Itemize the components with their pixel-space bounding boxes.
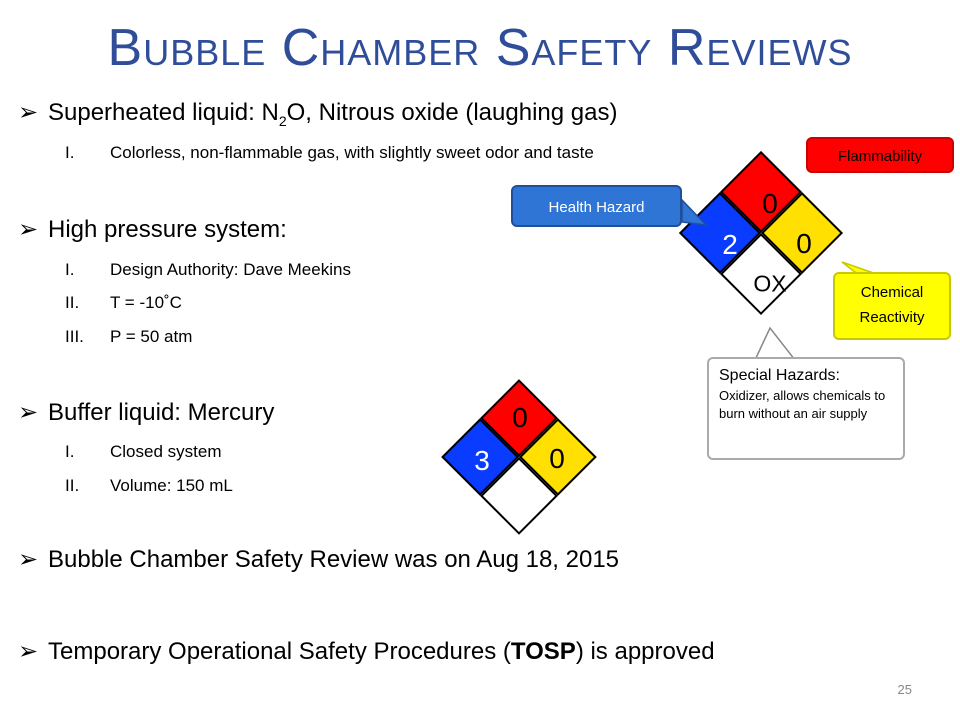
arrow-bullet-icon: ➢ [18,216,39,243]
bullet-high-pressure: ➢ High pressure system: [18,216,287,243]
special-rating: OX [753,270,787,297]
fire-rating: 0 [762,188,778,219]
special-hazards-text: Oxidizer, allows chemicals to burn without an air supply [719,388,886,421]
arrow-bullet-icon: ➢ [18,99,39,126]
sub-item: I. Closed system [65,442,222,461]
health-rating: 3 [474,445,490,476]
flammability-callout: Flammability [806,137,954,173]
arrow-bullet-icon: ➢ [18,399,39,426]
sub-item: III. P = 50 atm [65,327,193,346]
bullet-tosp: ➢ Temporary Operational Safety Procedures (TOSP) is approved [18,638,715,665]
page-number: 25 [897,682,912,697]
arrow-bullet-icon: ➢ [18,638,39,665]
health-rating: 2 [722,229,738,260]
chemical-reactivity-callout: Chemical Reactivity [833,272,951,340]
bullet-superheated-liquid: ➢ Superheated liquid: $N_2O$, Nitrous oxide (laughing gas) [18,99,618,129]
special-pointer [755,328,795,360]
reactivity-rating: 0 [549,443,565,474]
sub-item: I. Design Authority: Dave Meekins [65,260,351,279]
bullet-buffer-liquid: ➢ Buffer liquid: Mercury [18,399,275,426]
page-title: Bubble Chamber Safety Reviews [107,19,853,77]
sub-item: II. Volume: 150 mL [65,476,233,495]
special-hazards-title: Special Hazards: [719,367,840,384]
bullet-safety-review: ➢ Bubble Chamber Safety Review was on Aug 18, 2015 [18,546,620,573]
reactivity-rating: 0 [796,228,812,259]
special-hazards-callout [707,357,905,460]
sub-item: I. Colorless, non-flammable gas, with slightly sweet odor and taste [65,143,594,162]
arrow-bullet-icon: ➢ [18,546,39,573]
sub-item: II. T = -10˚C [65,293,182,312]
fire-rating: 0 [512,402,528,433]
health-hazard-callout: Health Hazard [511,185,682,227]
